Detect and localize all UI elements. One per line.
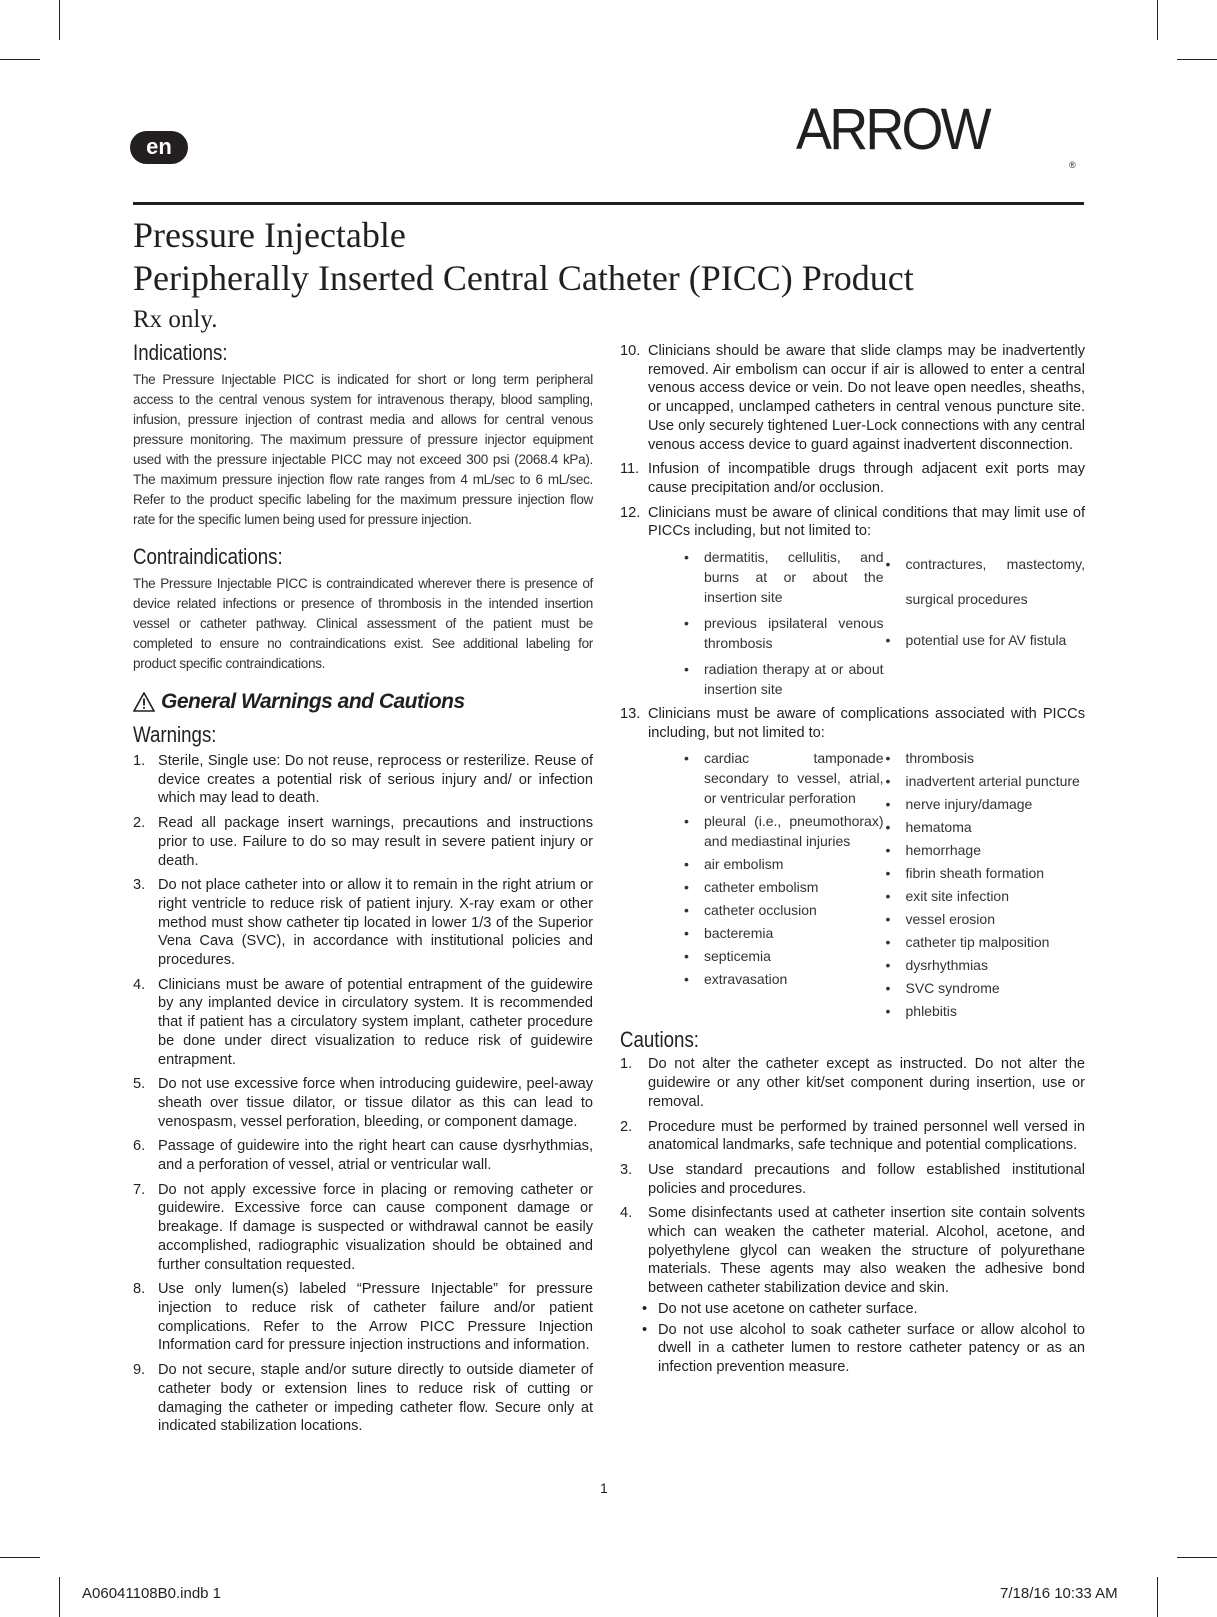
- complication-item: • thrombosis: [884, 748, 1086, 768]
- warning-item: 3. Do not place catheter into or allow it to remain in the right atrium or right ventricle to reduce risk of patient injury. X-ray exam or other method must show catheter tip located in lower 1/3 of the Superior Vena Cava (SVC), in accordance with institutional policies and procedures.: [133, 877, 593, 969]
- warnings-list-right: [620, 342, 1085, 1021]
- caution-item: 1. Do not alter the catheter except as instructed. Do not alter the guidewire or any other kit/set component during insertion, use or removal.: [620, 1056, 1085, 1110]
- caution-item: 3. Use standard precautions and follow established institutional policies and procedures.: [620, 1161, 1085, 1197]
- general-warnings-heading: [133, 690, 593, 714]
- crop-mark: [1157, 1577, 1158, 1617]
- crop-mark: [59, 0, 60, 40]
- header-rule: [133, 202, 1084, 205]
- complication-item: • inadvertent arterial puncture: [884, 771, 1086, 791]
- complication-item: • septicemia: [682, 946, 884, 966]
- general-warnings-label: General Warnings and Cautions: [161, 690, 465, 713]
- conditions-list: [682, 547, 1085, 699]
- complication-item: • extravasation: [682, 969, 884, 989]
- crop-mark: [1177, 1557, 1217, 1558]
- warning-item: 7. Do not apply excessive force in placing or removing catheter or guidewire. Excessive force can cause component damage or breakage. If damage is suspected or withdrawal cannot be easily accomplished, radiographic visualization should be obtained and further consultation requested.: [133, 1181, 593, 1273]
- complication-item: • phlebitis: [884, 1001, 1086, 1021]
- complications-list: [682, 748, 1085, 1021]
- warning-item: 4. Clinicians must be aware of potential entrapment of the guidewire by any implanted device in circulatory system. It is recommended that if patient has a circulatory system implant, catheter procedure be done under direct visualization to reduce risk of guidewire entrapment.: [133, 976, 593, 1068]
- complication-item: • catheter embolism: [682, 877, 884, 897]
- caution-item: 2. Procedure must be performed by trained personnel well versed in anatomical landmarks, safe technique and potential complications.: [620, 1118, 1085, 1154]
- crop-mark: [1157, 0, 1158, 40]
- crop-mark: [0, 59, 40, 60]
- condition-item: • dermatitis, cellulitis, and burns at or about the insertion site: [682, 547, 884, 607]
- complication-item: • nerve injury/damage: [884, 794, 1086, 814]
- footer-filename: A06041108B0.indb 1: [82, 1585, 222, 1602]
- complication-item: • hemorrhage: [884, 840, 1086, 860]
- crop-mark: [1177, 59, 1217, 60]
- condition-item: • contractures, mastectomy, surgical procedures: [884, 547, 1086, 617]
- brand-logo: ARROW: [796, 97, 989, 162]
- left-column: [133, 340, 593, 1442]
- complication-item: • catheter tip malposition: [884, 932, 1086, 952]
- complication-item: • cardiac tamponade secondary to vessel, atrial, or ventricular perforation: [682, 748, 884, 808]
- contraindications-text: The Pressure Injectable PICC is contraindicated wherever there is presence of device related infections or presence of thrombosis in the intended insertion vessel or catheter pathway. Clinical assessment of the patient must be completed to ensure no contraindications exist. See additional labeling for product specific contraindications.: [133, 576, 593, 671]
- warning-item: 13. Clinicians must be aware of complications associated with PICCs including, but not limited to: • cardiac tamponade secondary to vessel, atrial, or ventricular perforation • pleural (i.e., pneumothorax) and mediastinal injuries • air embolism • catheter embolism • catheter occlusion • bacteremia • septicemia • extravasation • thrombosis • inadvertent arterial puncture • nerve injury/damage • hematoma • hemorrhage • fibrin sheath formation • exit site infection • vessel erosion • catheter tip malposition • dysrhythmias • SVC syndrome • phlebitis: [623, 705, 1085, 1021]
- rx-only: Rx only.: [133, 306, 218, 333]
- complication-item: • SVC syndrome: [884, 978, 1086, 998]
- caution-bullet: • Do not use alcohol to soak catheter surface or allow alcohol to dwell in a catheter lumen to restore catheter patency or as an infection prevention measure.: [633, 1321, 1085, 1377]
- warning-item: 11. Infusion of incompatible drugs through adjacent exit ports may cause precipitation and/or occlusion.: [620, 461, 1085, 496]
- right-column: [620, 342, 1085, 1377]
- cautions-heading: Cautions:: [620, 1027, 700, 1053]
- warning-item: 12. Clinicians must be aware of clinical conditions that may limit use of PICCs including, but not limited to: • dermatitis, cellulitis, and burns at or about the insertion site • previous ipsilateral venous thrombosis • radiation therapy at or about insertion site • contractures, mastectomy, surgical procedures • potential use for AV fistula: [623, 504, 1085, 699]
- cautions-list: [620, 1055, 1085, 1297]
- indications-text: The Pressure Injectable PICC is indicated for short or long term peripheral access to the central venous system for intravenous therapy, blood sampling, infusion, pressure injection of contrast media and allows for central venous pressure monitoring. The maximum pressure of pressure injector equipment used with the pressure injectable PICC may not exceed 300 psi (2068.4 kPa). The maximum pressure injection flow rate ranges from 4 mL/sec to 6 mL/sec. Refer to the product specific labeling for the maximum pressure injection flow rate for the specific lumen being used for pressure injection.: [133, 372, 593, 527]
- warning-item: 2. Read all package insert warnings, precautions and instructions prior to use. Failure to do so may result in severe patient injury or death.: [133, 815, 593, 869]
- complication-item: • vessel erosion: [884, 909, 1086, 929]
- complication-item: • fibrin sheath formation: [884, 863, 1086, 883]
- doc-title-line2: Peripherally Inserted Central Catheter (PICC) Product: [133, 258, 914, 298]
- crop-mark: [0, 1557, 40, 1558]
- warnings-list-left: [133, 752, 593, 1436]
- crop-mark: [59, 1577, 60, 1617]
- condition-item: • radiation therapy at or about insertion site: [682, 659, 884, 699]
- warning-item: 8. Use only lumen(s) labeled “Pressure Injectable” for pressure injection to reduce risk of catheter failure and/or patient complications. Refer to the Arrow PICC Pressure Injection Information card for pressure injection instructions and information.: [133, 1281, 593, 1354]
- warning-triangle-icon: [133, 692, 155, 712]
- indications-heading: Indications:: [133, 340, 228, 365]
- contraindications-heading: Contraindications:: [133, 544, 283, 569]
- page-number: 1: [600, 1480, 608, 1496]
- warnings-heading: Warnings:: [133, 722, 217, 747]
- condition-item: • previous ipsilateral venous thrombosis: [682, 613, 884, 653]
- language-badge: en: [130, 131, 188, 164]
- warning-item: 10. Clinicians should be aware that slide clamps may be inadvertently removed. Air embolism can occur if air is allowed to enter a central venous access device or vein. Do not leave open needles, sheaths, or uncapped, unclamped catheters in central venous puncture site. Use only securely tightened Luer-Lock connections with any central venous access device to guard against inadvertent disconnection.: [620, 343, 1085, 453]
- condition-item: • potential use for AV fistula: [884, 623, 1086, 658]
- warning-item: 1. Sterile, Single use: Do not reuse, reprocess or resterilize. Reuse of device creates a potential risk of serious injury and/ or infection which may lead to death.: [133, 753, 593, 807]
- registered-mark: ®: [1069, 160, 1076, 170]
- complication-item: • pleural (i.e., pneumothorax) and mediastinal injuries: [682, 811, 884, 851]
- warning-item: 9. Do not secure, staple and/or suture directly to outside diameter of catheter body or extension lines to reduce risk of cutting or damaging the catheter or impeding catheter flow. Secure only at indicated stabilization locations.: [133, 1362, 593, 1435]
- complication-item: • exit site infection: [884, 886, 1086, 906]
- warning-item: 6. Passage of guidewire into the right heart can cause dysrhythmias, and a perforation of vessel, atrial or ventricular wall.: [133, 1138, 593, 1174]
- warning-item: 5. Do not use excessive force when introducing guidewire, peel-away sheath over tissue dilator, or tissue dilator as this can lead to venospasm, vessel perforation, bleeding, or component damage.: [133, 1076, 593, 1130]
- complication-item: • dysrhythmias: [884, 955, 1086, 975]
- doc-title-line1: Pressure Injectable: [133, 215, 406, 255]
- complication-item: • air embolism: [682, 854, 884, 874]
- complication-item: • hematoma: [884, 817, 1086, 837]
- caution-item: 4. Some disinfectants used at catheter insertion site contain solvents which can weaken the catheter material. Alcohol, acetone, and polyethylene glycol can weaken the structure of polyurethane materials. These agents may also weaken the adhesive bond between catheter stabilization device and skin.: [620, 1205, 1085, 1297]
- footer-timestamp: 7/18/16 10:33 AM: [1000, 1585, 1118, 1602]
- complication-item: • bacteremia: [682, 923, 884, 943]
- caution-bullet: • Do not use acetone on catheter surface.: [633, 1300, 1085, 1319]
- complication-item: • catheter occlusion: [682, 900, 884, 920]
